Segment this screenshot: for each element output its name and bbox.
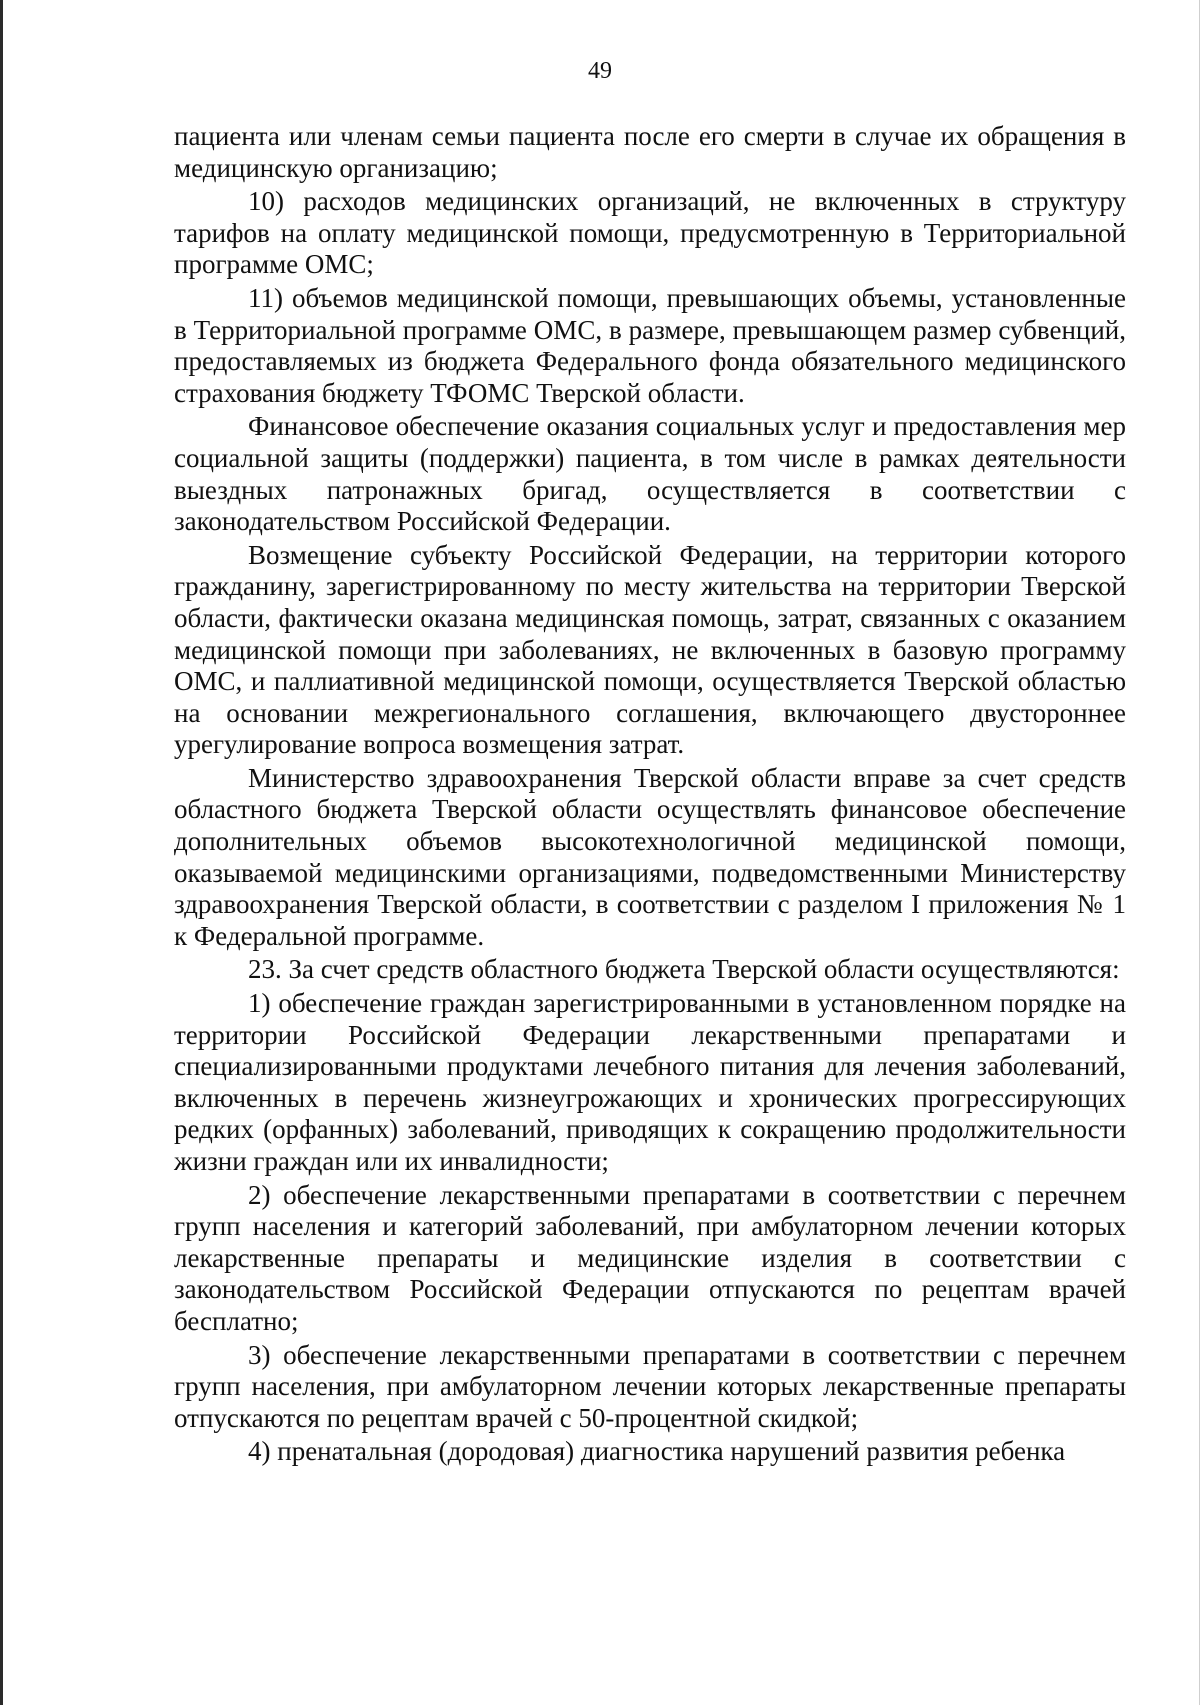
paragraph: Финансовое обеспечение оказания социальных услуг и предоставления мер социальной защиты (поддержки) пациента, в том числе в рамках деятельности выездных патронажных бригад, осуществляется в соответствии с законодательством Российской Федерации. xyxy=(174,411,1126,537)
paragraph: Министерство здравоохранения Тверской области вправе за счет средств областного бюджета Тверской области осуществлять финансовое обеспечение дополнительных объемов высокотехнологичной медицинской помощи, оказываемой медицинскими организациями, подведомственными Министерству здравоохранения Тверской области, в соответствии с разделом I приложения № 1 к Федеральной программе. xyxy=(174,762,1126,951)
paragraph: 4) пренатальная (дородовая) диагностика нарушений развития ребенка xyxy=(248,1436,1066,1467)
paragraph: Возмещение субъекту Российской Федерации, на территории которого гражданину, зарегистрированному по месту жительства на территории Тверской области, фактически оказана медицинская помощь, затрат, связанных с оказанием медицинской помощи при заболеваниях, не включенных в базовую программу ОМС, и паллиативной медицинской помощи, осуществляется Тверской областью на основании межрегионального соглашения, включающего двустороннее урегулирование вопроса возмещения затрат. xyxy=(174,539,1126,760)
paragraph: 23. За счет средств областного бюджета Тверской области осуществляются: xyxy=(248,954,1120,985)
paragraph: 11) объемов медицинской помощи, превышающих объемы, установленные в Территориальной программе ОМС, в размере, превышающем размер субвенций, предоставляемых из бюджета Федерального фонда обязательного медицинского страхования бюджету ТФОМС Тверской области. xyxy=(174,282,1126,408)
paragraph: пациента или членам семьи пациента после его смерти в случае их обращения в медицинскую организацию; xyxy=(174,121,1126,183)
page-number: 49 xyxy=(588,58,612,84)
paragraph: 2) обеспечение лекарственными препаратами в соответствии с перечнем групп населения и категорий заболеваний, при амбулаторном лечении которых лекарственные препараты и медицинские изделия в соответствии с законодательством Российской Федерации отпускаются по рецептам врачей бесплатно; xyxy=(174,1179,1126,1336)
paragraph: 1) обеспечение граждан зарегистрированными в установленном порядке на территории Российской Федерации лекарственными препаратами и специализированными продуктами лечебного питания для лечения заболеваний, включенных в перечень жизнеугрожающих и хронических прогрессирующих редких (орфанных) заболеваний, приводящих к сокращению продолжительности жизни граждан или их инвалидности; xyxy=(174,988,1126,1176)
paragraph: 3) обеспечение лекарственными препаратами в соответствии с перечнем групп населения, при амбулаторном лечении которых лекарственные препараты отпускаются по рецептам врачей с 50-процентной скидкой; xyxy=(174,1339,1126,1433)
scan-edge-left xyxy=(0,0,3,1705)
document-body xyxy=(174,121,1126,1470)
paragraph: 10) расходов медицинских организаций, не включенных в структуру тарифов на оплату медицинской помощи, предусмотренную в Территориальной программе ОМС; xyxy=(174,186,1126,280)
